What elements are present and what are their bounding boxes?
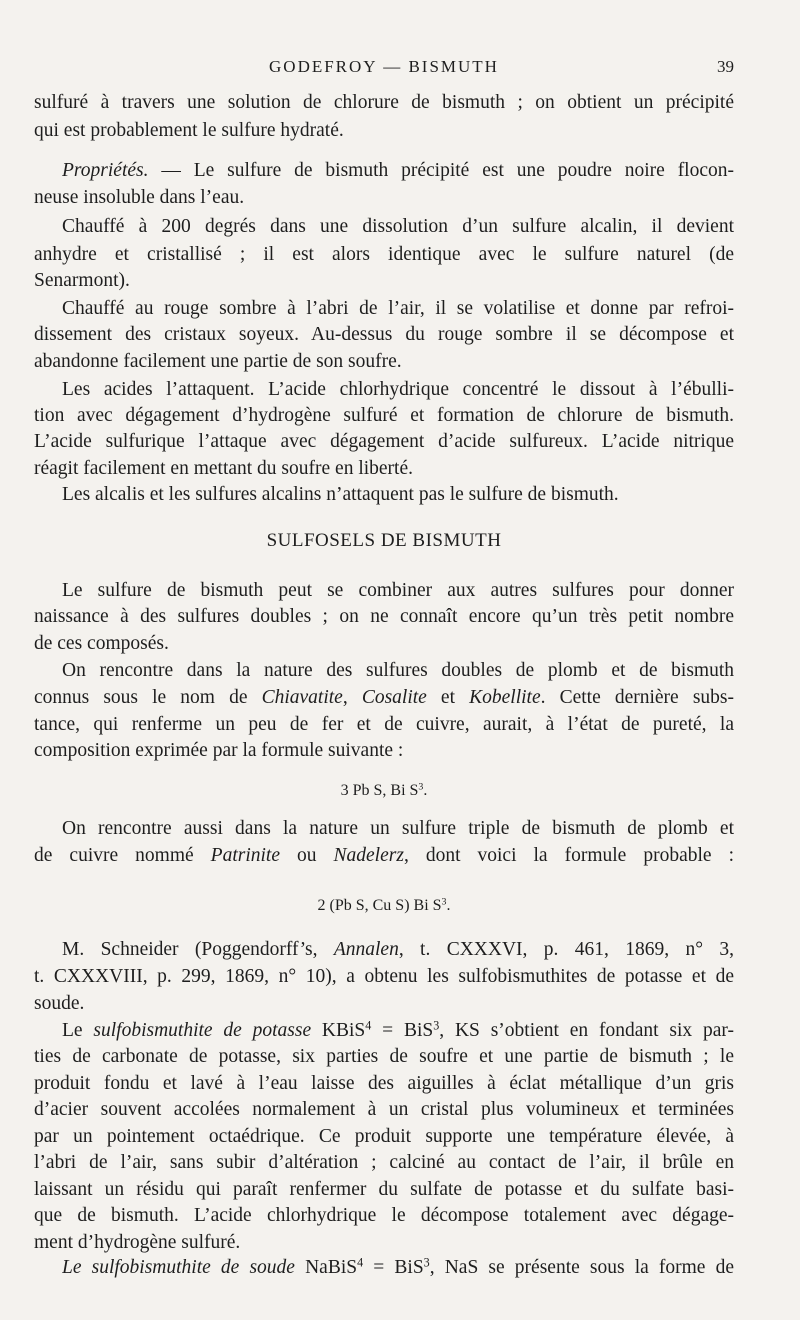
text-line: naissance à des sulfures doubles ; on ne connaît encore qu’un très petit nombre <box>34 606 734 627</box>
text-line: composition exprimée par la formule suivante : <box>34 740 404 761</box>
text-line: abandonne facilement une partie de son soufre. <box>34 351 402 372</box>
text-line: M. Schneider (Poggendorff’s, Annalen, t. CXXXVI, p. 461, 1869, n° 3, <box>62 939 734 960</box>
text-line: tance, qui renferme un peu de fer et de cuivre, aurait, à l’état de pureté, la <box>34 714 734 735</box>
text-line: sulfuré à travers une solution de chlorure de bismuth ; on obtient un précipité <box>34 92 734 113</box>
text-line: Chauffé au rouge sombre à l’abri de l’air, il se volatilise et donne par refroi- <box>62 298 734 319</box>
text-line: t. CXXXVIII, p. 299, 1869, n° 10), a obtenu les sulfobismuthites de potasse et de <box>34 966 734 987</box>
text-line: réagit facilement en mettant du soufre en liberté. <box>34 458 414 479</box>
text-line: Le sulfobismuthite de soude NaBiS$^4$ = BiS$^3$, NaS se présente sous la forme de <box>62 1255 734 1278</box>
text-line: produit fondu et lavé à l’eau laisse des aiguilles à éclat métallique d’un gris <box>34 1073 734 1094</box>
text-line: Le sulfobismuthite de potasse KBiS$^4$ = BiS$^3$, KS s’obtient en fondant six par- <box>62 1018 734 1041</box>
text-line: Les acides l’attaquent. L’acide chlorhydrique concentré le dissout à l’ébulli- <box>62 379 734 400</box>
formula-line: 2 (Pb S, Cu S) Bi $S^3$. <box>317 896 451 914</box>
text-line: Les alcalis et les sulfures alcalins n’attaquent pas le sulfure de bismuth. <box>62 484 619 505</box>
text-line: On rencontre dans la nature des sulfures doubles de plomb et de bismuth <box>62 660 734 681</box>
section-title: SULFOSELS DE BISMUTH <box>266 530 502 551</box>
page-header <box>34 57 734 81</box>
text-line: de ces composés. <box>34 633 169 654</box>
text-line: neuse insoluble dans l’eau. <box>34 187 245 208</box>
text-line: connus sous le nom de Chiavatite, Cosalite et Kobellite. Cette dernière subs- <box>34 687 734 708</box>
text-line: l’abri de l’air, sans subir d’altération ; calciné au contact de l’air, il brûle en <box>34 1152 734 1173</box>
text-line: Chauffé à 200 degrés dans une dissolution d’un sulfure alcalin, il devient <box>62 216 734 237</box>
text-line: soude. <box>34 993 85 1014</box>
text-line: par un pointement octaédrique. Ce produit supporte une température élevée, à <box>34 1126 734 1147</box>
page-number: 39 <box>717 57 734 76</box>
text-line: ment d’hydrogène sulfuré. <box>34 1232 241 1253</box>
formula-line: 3 Pb S, Bi $S^3$. <box>340 781 428 799</box>
running-head: GODEFROY — BISMUTH <box>269 57 499 76</box>
text-line: Le sulfure de bismuth peut se combiner aux autres sulfures pour donner <box>62 580 734 601</box>
text-line: ties de carbonate de potasse, six parties de soufre et une partie de bismuth ; le <box>34 1046 734 1067</box>
text-line: que de bismuth. L’acide chlorhydrique le décompose totalement avec dégage- <box>34 1205 734 1226</box>
text-line: dissement des cristaux soyeux. Au-dessus du rouge sombre il se décompose et <box>34 324 734 345</box>
text-line: Senarmont). <box>34 270 130 291</box>
text-line: qui est probablement le sulfure hydraté. <box>34 120 344 141</box>
text-line: On rencontre aussi dans la nature un sulfure triple de bismuth de plomb et <box>62 818 734 839</box>
text-line: de cuivre nommé Patrinite ou Nadelerz, dont voici la formule probable : <box>34 845 734 866</box>
text-line: tion avec dégagement d’hydrogène sulfuré et formation de chlorure de bismuth. <box>34 405 734 426</box>
text-line: d’acier souvent accolées normalement à un cristal plus volumineux et terminées <box>34 1099 734 1120</box>
text-line: laissant un résidu qui paraît renfermer du sulfate de potasse et du sulfate basi- <box>34 1179 734 1200</box>
text-line: Propriétés. — Le sulfure de bismuth précipité est une poudre noire flocon- <box>62 160 734 181</box>
text-line: L’acide sulfurique l’attaque avec dégagement d’acide sulfureux. L’acide nitrique <box>34 431 734 452</box>
text-line: anhydre et cristallisé ; il est alors identique avec le sulfure naturel (de <box>34 244 734 265</box>
